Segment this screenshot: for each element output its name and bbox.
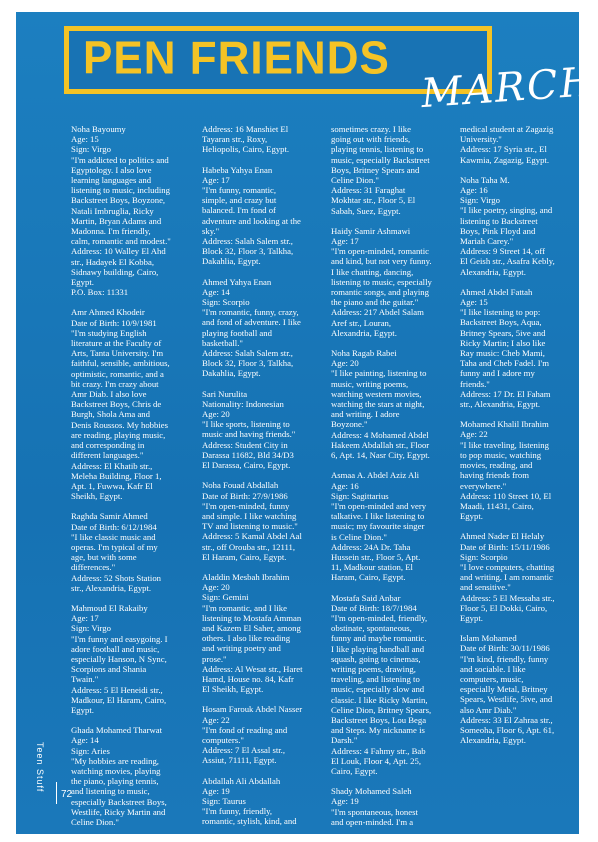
pen-friend-entry [202,277,316,379]
entry-line: Ray music: Cheb Mami, [460,348,545,359]
entry-line: and writing. I am romantic [460,572,553,583]
pen-friend-entry [202,389,316,471]
pen-friend-entry [331,593,445,777]
entry-line: "I'm kind, friendly, funny [460,653,549,664]
entry-line: Address: 10 Walley El Ahd [71,246,166,257]
pen-friend-entry [202,124,316,155]
entry-line: Sign: Virgo [71,623,111,634]
entry-line: watching the stars at night, [331,399,425,410]
entry-line: Hamd, House no. 84, Kafr [202,673,294,684]
pen-friend-entry [202,704,316,765]
entry-line: Twain." [71,674,99,685]
entry-line: Address: 16 Manshiet El [202,124,289,134]
entry-line: having friends from [460,470,529,481]
entry-line: writing poems, drawing, [331,663,416,674]
entry-line: "My hobbies are reading, [71,755,159,766]
pen-friend-entry [460,175,574,277]
pen-friend-entry [460,419,574,521]
entry-line: Age: 20 [202,409,230,420]
entry-line: classic. I like Ricky Martin, [331,694,428,705]
entry-line: literature at the Faculty of [71,338,162,349]
entry-line: 6, Apt. 14, Nasr City, Egypt. [331,450,430,461]
entry-line: Apt. 1, Fuwwa, Kafr El [71,480,153,491]
entry-line: Britney Spears, 5ive and [460,327,546,338]
entry-line: "I'm spontaneous, honest [331,806,418,817]
entry-line: Age: 19 [331,796,359,807]
entry-line: University." [460,134,502,145]
entry-line: Haidy Samir Ashmawi [331,225,411,236]
entry-line: Westlife, Ricky Martin and [71,806,166,817]
entry-line: balanced. I'm fond of [202,205,276,216]
entry-line: Habeba Yahya Enan [202,164,273,175]
entry-line: Egyptology. I also love [71,164,152,175]
entry-line: Address: Student City in [202,439,288,450]
entry-line: Aladdin Mesbah Ibrahim [202,571,290,582]
entry-line: music, writing poems, [331,378,409,389]
entry-line: and sensitive." [460,582,511,593]
entry-line: Address: El Khatib str., [71,460,153,471]
entry-line: Madonna. I'm friendly, [71,226,151,237]
entry-line: Tayaran str., Roxy, [202,134,268,145]
entry-line: Spears, Westlife, 5ive, and [460,694,553,705]
entry-line: Address: Salah Salem str., [202,236,293,247]
entry-line: music; my favourite singer [331,521,425,532]
entry-line: "I'm addicted to politics and [71,154,169,165]
entry-line: Aref str., Louran, [331,317,392,328]
entry-line: Age: 16 [331,480,359,491]
entry-line: and writing poetry and [202,643,281,654]
entry-line: Celine Dion." [331,175,379,186]
entry-line: watching western movies, [331,388,422,399]
entry-line: "I like painting, listening to [331,368,427,379]
entry-line: Darassa 11682, Bld 34/D3 [202,449,294,460]
pen-friend-entry [71,511,185,593]
entry-line: Celine Dion, Britney Spears, [331,704,432,715]
entry-line: Hussein str., Floor 5, Apt. [331,551,421,562]
pen-friend-entry [71,603,185,715]
entry-line: age, but with some [71,552,137,563]
entry-line: Noha Taha M. [460,174,510,185]
entry-line: Address: 31 Faraghat [331,185,406,196]
entry-line: also Amr Diab." [460,704,517,715]
entry-line: Asmaa A. Abdel Aziz Ali [331,470,420,481]
entry-line: El Darassa, Cairo, Egypt. [202,460,291,471]
entry-line: learning languages and [71,175,152,186]
entry-line: operas. I'm typical of my [71,541,158,552]
entry-line: Noha Fouad Abdallah [202,480,279,491]
entry-line: Sign: Gemini [202,592,249,603]
entry-line: TV and listening to music." [202,521,298,532]
entry-line: Age: 14 [202,286,230,297]
pen-friend-entry [71,124,185,297]
entry-line: and fond of adventure. I like [202,317,301,328]
entry-line: Someoha, Floor 6, Apt. 61, [460,724,555,735]
entry-line: Age: 17 [71,613,99,624]
pen-friend-entry [202,776,316,827]
pen-friend-entry [71,725,185,827]
entry-line: Age: 20 [202,582,230,593]
entry-line: "I'm open-minded, funny [202,500,290,511]
entry-line: El Sheikh, Egypt. [202,684,264,695]
entry-line: are reading, playing music, [71,429,166,440]
entry-line: Alexandria, Egypt. [460,735,526,746]
entry-line: Date of Birth: 10/9/1981 [71,317,157,328]
entry-line: Block 32, Floor 3, Talkha, [202,246,294,257]
entry-line: Address: 5 Kamal Abdel Aal [202,531,302,542]
entry-line: Ahmed Nader El Helaly [460,531,545,542]
entry-line: Taha and Cheb Fadel. I'm [460,358,550,369]
entry-line: Mariah Carey." [460,236,514,247]
entry-line: Age: 17 [202,174,230,185]
entry-line: Alexandria, Egypt. [460,266,526,277]
entry-line: Age: 14 [71,735,99,746]
entry-line: 11, Madkour station, El [331,562,413,573]
entry-line: Boys, Pink Floyd and [460,225,536,236]
entry-line: Islam Mohamed [460,633,517,644]
entry-line: Age: 15 [460,297,488,308]
entry-line: Address: 217 Abdel Salam [331,307,424,318]
entry-line: Address: 52 Shots Station [71,572,162,583]
entry-line: El Louk, Floor 4, Apt. 25, [331,755,422,766]
entry-line: Backstreet Boys, Lou Bega [331,714,427,725]
entry-line: Backstreet Boys, Aqua, [460,317,542,328]
title-banner [64,26,598,118]
entry-line: and corresponding in [71,440,145,451]
entry-line: Date of Birth: 15/11/1986 [460,541,550,552]
column-4 [460,124,574,755]
entry-line: simple, and crazy but [202,195,277,206]
entry-line: Cairo, Egypt. [331,765,378,776]
entry-line: Assiut, 71111, Egypt. [202,755,277,766]
entry-line: I like chatting, dancing, [331,266,414,277]
entry-line: Sheikh, Egypt. [71,491,123,502]
page-number-divider [56,782,57,804]
entry-line: Maadi, 11431, Cairo, [460,500,534,511]
entry-line: "I like sports, listening to [202,419,290,430]
entry-line: romantic songs, and playing [331,287,429,298]
entry-line: Egypt. [460,612,483,623]
entry-line: "I'm open-minded and very [331,500,427,511]
entry-line: Abdallah Ali Abdallah [202,775,281,786]
entry-line: music and having friends." [202,429,296,440]
entry-line: str., Alexandria, Egypt. [71,582,152,593]
entry-line: "I like listening to pop: [460,307,541,318]
entry-line: prose." [202,653,227,664]
entry-line: and Kazem El Saher, among [202,622,301,633]
entry-line: I like playing handball and [331,643,425,654]
entry-line: Sari Nurulita [202,388,248,399]
entry-line: str., off Orouba str., 12111, [202,541,296,552]
entry-line: Shady Mohamed Saleh [331,786,412,797]
entry-line: especially Metal, Britney [460,684,548,695]
entry-line: "I like traveling, listening [460,439,549,450]
entry-line: and simple. I like watching [202,510,297,521]
entry-line: optimistic, romantic, and a [71,368,164,379]
entry-line: listening to music, including [71,185,170,196]
magazine-page [16,12,598,834]
entry-line: Hosam Farouk Abdel Nasser [202,704,303,715]
pen-friend-entry [331,470,445,582]
entry-line: basketball." [202,337,243,348]
column-3 [331,124,445,837]
entry-line: Date of Birth: 30/11/1986 [460,643,550,654]
entry-line: Address: 9 Street 14, off [460,246,546,257]
entry-line: Address: 5 El Messaha str., [460,592,555,603]
entry-line: Egypt. [71,277,94,288]
entry-line: Kawmia, Zagazig, Egypt. [460,154,550,165]
section-label: Teen Stuff [35,742,45,793]
page-title: PEN FRIENDS [83,32,390,85]
entry-line: Age: 16 [460,185,488,196]
entry-line: and writing. I adore [331,409,400,420]
entry-line: Amr Diab. I also love [71,389,147,400]
entry-line: "I'm funny, romantic, [202,185,277,196]
month-label: MARCH [419,58,598,118]
entry-line: Date of Birth: 6/12/1984 [71,521,157,532]
entry-line: and Steps. My nickname is [331,725,425,736]
entry-line: and listening to music, [71,786,150,797]
entry-line: everywhere." [460,480,507,491]
pen-friend-entry [71,307,185,501]
entry-line: Alexandria, Egypt. [331,327,397,338]
entry-line: Arts, Tanta University. I'm [71,348,164,359]
pen-friend-entry [331,226,445,338]
pen-friend-entry [460,287,574,409]
entry-line: computers, music, [460,673,524,684]
entry-line: Block 32, Floor 3, Talkha, [202,358,294,369]
entry-line: "I'm romantic, and I like [202,602,287,613]
entry-line: Sign: Scorpio [202,297,250,308]
column-2 [202,124,316,837]
entry-line: Address: Al Wesat str., Haret [202,663,303,674]
entry-line: sky." [202,225,220,236]
pen-friend-entry [331,124,445,216]
entry-line: Floor 5, El Dokki, Cairo, [460,602,548,613]
entry-line: squash, going to cinemas, [331,653,421,664]
entry-line: listening to Backstreet [460,215,538,226]
entry-line: others. I also like reading [202,633,291,644]
entry-line: Burgh, Shola Ama and [71,409,150,420]
pen-friend-entry [460,531,574,623]
entry-line: Natali Imbruglia, Ricky [71,205,154,216]
entry-line: playing football and [202,327,272,338]
entry-line: Meleha Building, Floor 1, [71,470,162,481]
entry-line: Darsh." [331,735,358,746]
entry-line: Scorpions and Shania [71,664,147,675]
entry-line: Mokhtar str., Floor 5, El [331,195,416,206]
entry-line: romantic, stylish, kind, and [202,816,297,827]
entry-line: and open-minded. I'm a [331,816,414,827]
entry-line: Sidnawy building, Cairo, [71,266,159,277]
entry-line: Sign: Aries [71,745,110,756]
entry-line: El Haram, Cairo, Egypt. [202,551,287,562]
entry-line: Address: 110 Street 10, El [460,490,552,501]
entry-line: "I'm open-minded, romantic [331,246,429,257]
entry-line: Date of Birth: 27/9/1986 [202,490,288,501]
entry-line: Sabah, Suez, Egypt. [331,205,401,216]
entry-line: str., Hadayek El Kobba, [71,256,154,267]
entry-line: Ghada Mohamed Tharwat [71,725,163,736]
entry-line: "I like classic music and [71,531,156,542]
entry-line: Boyzone." [331,419,368,430]
entry-line: music, especially Backstreet [331,154,430,165]
entry-line: Age: 22 [202,714,230,725]
entry-line: and sociable. I like [460,663,526,674]
entry-line: Heliopolis, Cairo, Egypt. [202,144,290,155]
entry-line: Raghda Samir Ahmed [71,511,148,522]
entry-line: Address: 7 El Assal str., [202,745,286,756]
entry-line: funny and maybe romantic. [331,633,427,644]
entry-line: Celine Dion." [71,817,119,827]
entry-line: going out with friends, [331,134,411,145]
entry-line: Nationality: Indonesian [202,398,284,409]
column-1 [71,124,185,837]
entry-line: "I'm romantic, funny, crazy, [202,307,299,318]
entry-line: obstinate, spontaneous, [331,623,412,634]
entry-line: Egypt. [460,511,483,522]
entry-line: listening to music, especially [331,276,432,287]
entry-line: the piano and the guitar." [331,297,419,308]
entry-line: Address: 4 Mohamed Abdel [331,429,429,440]
entry-line: "I'm fond of reading and [202,724,288,735]
entry-line: "I'm studying English [71,327,147,338]
entry-line: especially Hanson, N Sync, [71,653,167,664]
entry-line: sometimes crazy. I like [331,124,412,134]
entry-line: Sign: Taurus [202,795,246,806]
entry-line: talkative. I like listening to [331,511,425,522]
entry-line: Noha Ragab Rabei [331,348,397,359]
entry-line: Address: 17 Dr. El Faham [460,388,551,399]
entry-line: Address: 33 El Zahraa str., [460,714,553,725]
entry-line: Age: 20 [331,358,359,369]
entry-line: "I love computers, chatting [460,561,555,572]
entry-line: playing tennis, listening to [331,144,424,155]
entry-line: Date of Birth: 18/7/1984 [331,602,417,613]
entry-line: Address: 5 El Heneidi str., [71,684,163,695]
entry-line: Age: 15 [71,134,99,145]
entry-line: Address: 17 Syria str., El [460,144,547,155]
entry-line: Backstreet Boys, Chris de [71,399,162,410]
entry-line: the piano, playing tennis, [71,776,159,787]
entry-line: computers." [202,734,244,745]
entry-line: Haram, Cairo, Egypt. [331,572,406,583]
entry-line: adventure and looking at the [202,215,301,226]
pen-friend-entry [331,348,445,460]
entry-line: to pop music, watching [460,449,542,460]
entry-line: medical student at Zagazig [460,124,554,134]
entry-line: Address: 4 Fahmy str., Bab [331,745,426,756]
entry-line: Mostafa Said Anbar [331,592,401,603]
entry-line: "I'm funny and easygoing. I [71,633,168,644]
entry-line: and kind, but not very funny. [331,256,432,267]
entry-line: differences." [71,562,116,573]
entry-line: movies, reading, and [460,460,533,471]
entry-line: different languages." [71,450,144,461]
entry-line: Egypt. [71,704,94,715]
entry-line: Age: 19 [202,785,230,796]
entry-line: funny and I adore my [460,368,535,379]
entry-line: str., Alexandria, Egypt. [460,399,541,410]
entry-line: Sign: Virgo [71,144,111,155]
entry-line: faithful, sensible, ambitious, [71,358,170,369]
entry-line: Madkour, El Haram, Cairo, [71,694,167,705]
entry-line: bit crazy. I'm crazy about [71,378,159,389]
entry-line: traveling, and listening to [331,674,420,685]
entry-line: "I'm funny, friendly, [202,806,273,817]
entry-line: Hakeem Abdallah str., Floor [331,439,430,450]
entry-line: P.O. Box: 11331 [71,287,129,298]
page-number: 72 [61,789,73,800]
entry-line: Ahmed Yahya Enan [202,276,272,287]
entry-line: Backstreet Boys, Boyzone, [71,195,166,206]
entry-line: Martin, Bryan Adams and [71,215,162,226]
entry-line: Mahmoud El Rakaiby [71,602,148,613]
entry-line: "I'm open-minded, friendly, [331,612,428,623]
entry-line: Sign: Sagittarius [331,490,389,501]
entry-line: Mohamed Khalil Ibrahim [460,419,549,430]
entry-line: Denis Roussos. My hobbies [71,419,169,430]
entry-line: friends." [460,378,490,389]
entry-line: Noha Bayoumy [71,124,126,134]
pen-friend-entry [460,633,574,745]
entry-line: especially Backstreet Boys, [71,796,167,807]
entry-line: music, especially slow and [331,684,425,695]
entry-line: Age: 22 [460,429,488,440]
entry-line: is Celine Dion." [331,531,387,542]
entry-line: Sign: Scorpio [460,551,508,562]
entry-line: Address: 24A Dr. Taha [331,541,411,552]
entry-line: Dakahlia, Egypt. [202,256,261,267]
entry-line: Age: 17 [331,236,359,247]
entry-line: Address: Salah Salem str., [202,348,293,359]
entry-line: "I like poetry, singing, and [460,205,553,216]
pen-friend-entry [202,165,316,267]
pen-friend-entry [202,480,316,562]
entry-line: El Geish str., Asafra Kebly, [460,256,555,267]
pen-friend-entry [331,786,445,827]
entry-line: Ahmed Abdel Fattah [460,286,533,297]
entry-line: adore football and music, [71,643,160,654]
entry-line: watching movies, playing [71,765,161,776]
entry-line: listening to Mostafa Amman [202,612,302,623]
entry-line: calm, romantic and modest." [71,236,171,247]
entry-line: Ricky Martin; I also like [460,337,546,348]
entry-line: Sign: Virgo [460,195,500,206]
entry-line: Amr Ahmed Khodeir [71,307,145,318]
entry-line: Boys, Britney Spears and [331,164,420,175]
pen-friend-entry [460,124,574,165]
entry-line: Dakahlia, Egypt. [202,368,261,379]
pen-friend-entry [202,572,316,694]
